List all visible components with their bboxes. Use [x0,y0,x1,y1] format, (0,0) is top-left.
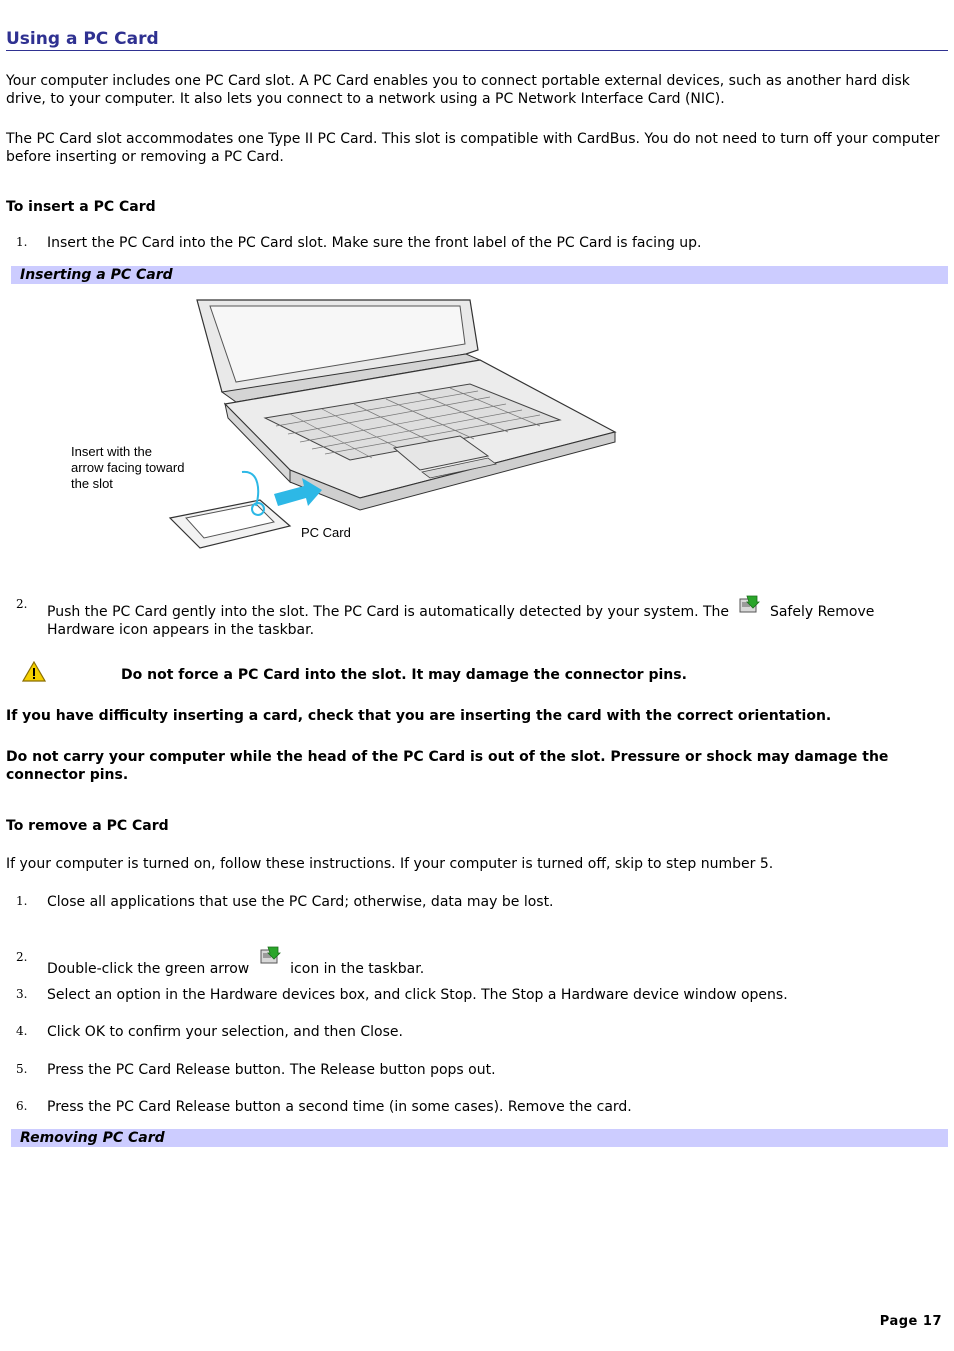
remove-step-text [47,945,937,978]
callout-line-1: Insert with the [71,444,152,459]
remove-step-number: 1. [16,894,28,908]
remove-heading: To remove a PC Card [6,818,169,834]
remove-step-number: 5. [16,1062,28,1076]
intro-paragraph-1: Your computer includes one PC Card slot. A PC Card enables you to connect portable external devices, such as another hard disk drive, to your computer. It also lets you connect to a network using a PC Network Interface Card (NIC). [6,73,910,107]
remove-step-number: 3. [16,987,28,1001]
intro-paragraph-2: The PC Card slot accommodates one Type II PC Card. This slot is compatible with CardBus. You do not need to turn off your computer before inserting or removing a PC Card. [6,131,940,165]
caution-text: Do not force a PC Card into the slot. It may damage the connector pins. [121,667,687,683]
remove-step-number: 2. [16,950,28,964]
insert-step-number: 2. [16,597,28,611]
green-arrow-icon [258,945,282,969]
figure-callout [71,444,184,492]
remove-step-number: 4. [16,1024,28,1038]
remove-step-text: Click OK to confirm your selection, and then Close. [47,1024,403,1040]
remove-step-text: Press the PC Card Release button a second time (in some cases). Remove the card. [47,1099,632,1115]
remove-step-text: Select an option in the Hardware devices box, and click Stop. The Stop a Hardware device window opens. [47,987,788,1003]
warning-triangle-icon [22,661,46,683]
insert-heading: To insert a PC Card [6,199,156,215]
insert-step-text: Insert the PC Card into the PC Card slot. Make sure the front label of the PC Card is facing up. [47,235,702,251]
remove-step-text: Close all applications that use the PC Card; otherwise, data may be lost. [47,894,554,910]
remove-intro: If your computer is turned on, follow these instructions. If your computer is turned off, skip to step number 5. [6,856,774,872]
figure-caption-inserting: Inserting a PC Card [11,266,948,284]
page-number: Page 17 [879,1314,942,1329]
safely-remove-hardware-icon [737,594,761,618]
callout-line-3: the slot [71,476,113,491]
note-carry: Do not carry your computer while the head of the PC Card is out of the slot. Pressure or shock may damage the connector pins. [6,749,889,783]
pc-card-insert-illustration [60,296,630,560]
remove-step-text: Press the PC Card Release button. The Release button pops out. [47,1062,496,1078]
laptop-illustration [60,296,630,560]
note-orientation: If you have difficulty inserting a card, check that you are inserting the card with the correct orientation. [6,708,832,724]
insert-step-2-before: Push the PC Card gently into the slot. The PC Card is automatically detected by your system. The [47,604,730,620]
remove-step-2-before: Double-click the green arrow [47,961,250,977]
remove-step-number: 6. [16,1099,28,1113]
figure-label-pc-card: PC Card [301,525,351,540]
insert-step-number: 1. [16,235,28,249]
callout-line-2: arrow facing toward [71,460,185,475]
insert-step-text [47,594,907,639]
remove-step-2-after: icon in the taskbar. [290,961,425,977]
insert-step-2-after: Safely Remove Hardware icon appears in the taskbar. [47,604,875,638]
figure-caption-removing: Removing PC Card [11,1129,948,1147]
page-title: Using a PC Card [6,29,948,51]
